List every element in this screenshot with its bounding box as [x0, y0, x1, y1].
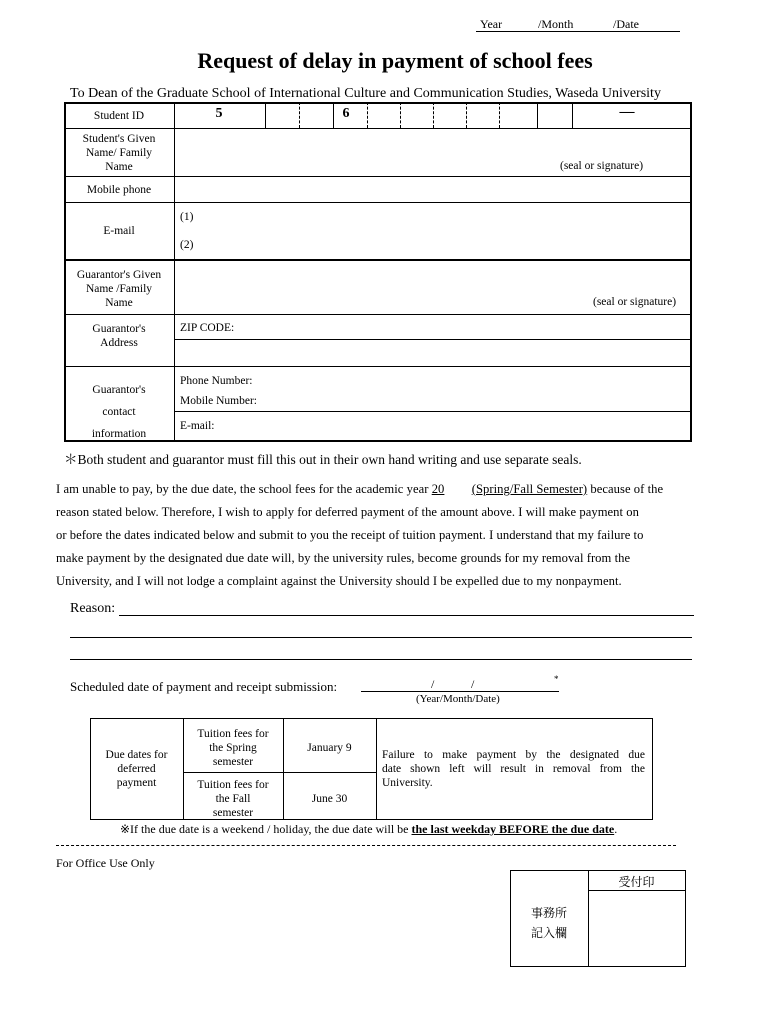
student-id-digit: 5 [215, 106, 223, 121]
date-slash: / [431, 677, 435, 691]
student-id-digit: 6 [342, 106, 350, 121]
office-entry-label: 事務所 記入欄 [530, 906, 567, 940]
guarantor-phone-field[interactable] [175, 367, 689, 411]
footnote-emphasis: the last weekday BEFORE the due date [411, 822, 615, 836]
statement-line-5: University, and I will not lodge a complaint against the University should I be expelled due to my nonpayment. [56, 574, 622, 588]
fall-due-date: June 30 [311, 793, 348, 805]
addressee: To Dean of the Graduate School of International Culture and Communication Studies, Waseda University [70, 86, 661, 101]
date-slash: / [471, 677, 475, 691]
email-1-marker: (1) [180, 211, 194, 223]
student-id-field[interactable] [175, 102, 689, 128]
guarantor-address-field[interactable] [175, 340, 689, 366]
office-stamp-box [510, 870, 685, 966]
email-field[interactable] [175, 203, 689, 259]
signature-notice: ＊Both student and guarantor must fill this out in their own hand writing and use separate seals. [64, 452, 582, 467]
scheduled-date-field[interactable] [361, 677, 559, 692]
student-id-label: Student ID [93, 110, 145, 122]
due-dates-table [90, 718, 653, 820]
spring-due-date: January 9 [307, 742, 352, 754]
reason-line-2[interactable] [70, 637, 692, 638]
due-date-footnote: ※If the due date is a weekend / holiday, the due date will be the last weekday BEFORE the due date. [120, 822, 618, 836]
reason-label: Reason: [70, 601, 116, 616]
email-2-marker: (2) [180, 239, 194, 251]
receipt-stamp-area[interactable] [589, 891, 684, 965]
guarantor-address-label: Guarantor's Address [92, 323, 146, 349]
academic-year-blank[interactable]: 20 [431, 482, 445, 496]
statement-line-4: make payment by the designated due date will, by the university rules, become grounds for my removal from the [56, 551, 631, 565]
mobile-phone-field[interactable] [175, 177, 689, 202]
scheduled-asterisk: * [554, 674, 559, 684]
spring-fee-label: Tuition fees for the Spring semester [197, 728, 269, 768]
date-line[interactable] [476, 16, 680, 32]
zip-code-label: ZIP CODE: [180, 322, 235, 334]
semester-choice[interactable]: (Spring/Fall Semester) [471, 482, 588, 496]
guarantor-contact-label: Guarantor's contact information [91, 384, 147, 440]
statement-line-3: or before the dates indicated below and submit to you the receipt of tuition payment. I understand that my failure to [56, 528, 644, 542]
removal-warning: Failure to make payment by the designated due date shown left will result in removal from the University. [382, 749, 645, 789]
year-label: Year [480, 17, 503, 31]
statement-line-2: reason stated below. Therefore, I wish to apply for deferred payment of the amount above. I will make payment on [56, 505, 639, 519]
reason-line-3[interactable] [70, 659, 692, 660]
scheduled-date-label: Scheduled date of payment and receipt submission: [70, 679, 338, 694]
month-label: /Month [538, 17, 574, 31]
student-id-separator: — [619, 104, 635, 120]
cut-line [56, 845, 676, 846]
mobile-number-label: Mobile Number: [180, 395, 257, 407]
guarantor-seal-note: (seal or signature) [593, 296, 677, 308]
office-use-label: For Office Use Only [56, 856, 155, 870]
contact-email-label: E-mail: [180, 420, 215, 432]
guarantor-name-label: Guarantor's Given Name /Family Name [76, 269, 162, 309]
student-name-field[interactable] [175, 129, 689, 176]
student-seal-note: (seal or signature) [560, 160, 644, 172]
page-title: Request of delay in payment of school fees [197, 48, 593, 73]
date-label: /Date [613, 17, 639, 31]
student-info-table [64, 102, 692, 442]
receipt-stamp-label: 受付印 [618, 875, 655, 889]
fall-fee-label: Tuition fees for the Fall semester [197, 779, 269, 819]
due-dates-header: Due dates for deferred payment [105, 749, 168, 789]
statement-line-1: I am unable to pay, by the due date, the school fees for the academic year 20 (Spring/Fall Semester) because of the [56, 478, 736, 501]
reason-line-1[interactable] [119, 615, 694, 616]
guarantor-email-field[interactable] [175, 412, 689, 438]
date-format-hint: (Year/Month/Date) [416, 693, 500, 705]
email-label: E-mail [103, 225, 135, 237]
student-name-label: Student's Given Name/ Family Name [82, 133, 156, 173]
phone-number-label: Phone Number: [180, 375, 253, 387]
mobile-phone-label: Mobile phone [86, 184, 152, 196]
guarantor-name-field[interactable] [175, 261, 689, 314]
zip-code-field[interactable] [175, 315, 689, 339]
statement-paragraph [56, 478, 736, 593]
